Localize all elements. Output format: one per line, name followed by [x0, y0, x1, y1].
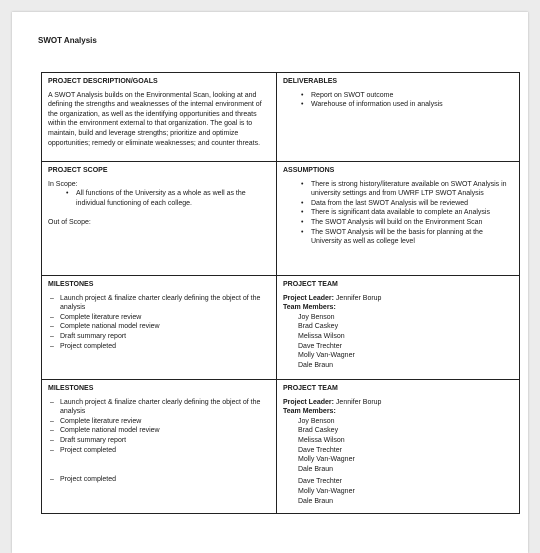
assumptions-list: [283, 180, 513, 247]
in-scope-label: In Scope:: [48, 180, 78, 188]
milestones-list: [48, 294, 270, 352]
document-page: [12, 12, 528, 553]
list-item: Dale Braun: [298, 497, 334, 505]
cell-milestones-1: [42, 276, 277, 380]
scope-header: PROJECT SCOPE: [48, 167, 108, 174]
leader-label: Project Leader:: [283, 294, 334, 302]
cell-project-goals: [42, 73, 277, 162]
list-item: • There is significant data available to complete an Analysis: [301, 208, 513, 218]
list-item: – Complete national model review: [48, 322, 270, 332]
leader-name: Jennifer Borup: [335, 398, 382, 406]
row-milestones-1: [42, 276, 520, 380]
assumptions-header: ASSUMPTIONS: [283, 167, 335, 174]
goals-text: A SWOT Analysis builds on the Environmental Scan, looking at and defining the strengths and weaknesses of the internal environment of the organization, as well as the identifying opportunities and threats within the environment external to that organization. The goal is to maintain, build and leverage strengths; prioritize and optimize opportunities; remedy or eliminate weaknesses; and counter threats.: [48, 91, 262, 147]
list-item: • Report on SWOT outcome: [301, 91, 513, 101]
leader-name: Jennifer Borup: [335, 294, 382, 302]
list-item: – Complete literature review: [48, 313, 270, 323]
milestones-header: MILESTONES: [48, 281, 94, 288]
list-item: • Warehouse of information used in analysis: [301, 100, 513, 110]
team-header: PROJECT TEAM: [283, 385, 338, 392]
list-item: – Complete national model review: [48, 426, 270, 436]
list-item: Melissa Wilson: [298, 436, 345, 444]
list-item: Joy Benson: [298, 313, 335, 321]
cell-project-scope: [42, 162, 277, 276]
list-item: Brad Caskey: [298, 427, 339, 435]
in-scope-list: [48, 189, 270, 208]
list-item: – Project completed: [48, 342, 270, 352]
members-list: [283, 313, 513, 371]
list-item: – Launch project & finalize charter clearly defining the object of the analysis: [48, 398, 270, 417]
deliverables-list: [283, 91, 513, 110]
members-label: Team Members:: [283, 408, 336, 416]
project-leader: [283, 398, 513, 408]
list-item: • The SWOT Analysis will be the basis for planning at the University as well as college level: [301, 228, 513, 247]
milestones-header: MILESTONES: [48, 385, 94, 392]
list-item: Joy Benson: [298, 417, 335, 425]
cell-deliverables: [277, 73, 520, 162]
team-header: PROJECT TEAM: [283, 281, 338, 288]
list-item: Dave Trechter: [298, 446, 342, 454]
list-item: – Project completed: [48, 446, 270, 456]
list-item: • The SWOT Analysis will build on the Environment Scan: [301, 218, 513, 228]
list-item: Dale Braun: [298, 361, 334, 369]
row-milestones-2: [42, 380, 520, 514]
list-item: – Launch project & finalize charter clearly defining the object of the analysis: [48, 294, 270, 313]
cell-project-team-2: [277, 380, 520, 514]
list-item: Dave Trechter: [298, 478, 342, 486]
milestones-extra-list: [48, 475, 270, 485]
list-item: Molly Van-Wagner: [298, 487, 355, 495]
list-item: • There is strong history/literature available on SWOT Analysis in university settings and from UWRF LTP SWOT Analysis: [301, 180, 513, 199]
cell-milestones-2: [42, 380, 277, 514]
deliverables-header: DELIVERABLES: [283, 78, 338, 85]
project-leader: [283, 294, 513, 304]
list-item: – Draft summary report: [48, 436, 270, 446]
swot-charter-table: [41, 72, 520, 514]
members-label: Team Members:: [283, 304, 336, 312]
cell-assumptions: [277, 162, 520, 276]
members-list: [283, 417, 513, 506]
list-item: Molly Van-Wagner: [298, 456, 355, 464]
goals-header: PROJECT DESCRIPTION/GOALS: [48, 78, 158, 85]
row-scope: [42, 162, 520, 276]
list-item: – Project completed: [48, 475, 270, 485]
cell-project-team-1: [277, 276, 520, 380]
document-title: SWOT Analysis: [38, 36, 97, 45]
list-item: – Draft summary report: [48, 332, 270, 342]
list-item: Dale Braun: [298, 465, 334, 473]
leader-label: Project Leader:: [283, 398, 334, 406]
list-item: Dave Trechter: [298, 342, 342, 350]
list-item: Molly Van-Wagner: [298, 352, 355, 360]
list-item: Melissa Wilson: [298, 332, 345, 340]
list-item: • Data from the last SWOT Analysis will be reviewed: [301, 199, 513, 209]
out-of-scope-label: Out of Scope:: [48, 219, 91, 227]
list-item: – Complete literature review: [48, 417, 270, 427]
row-goals: [42, 73, 520, 162]
list-item: • All functions of the University as a whole as well as the individual functioning of each college.: [66, 189, 270, 208]
milestones-list: [48, 398, 270, 456]
list-item: Brad Caskey: [298, 323, 339, 331]
